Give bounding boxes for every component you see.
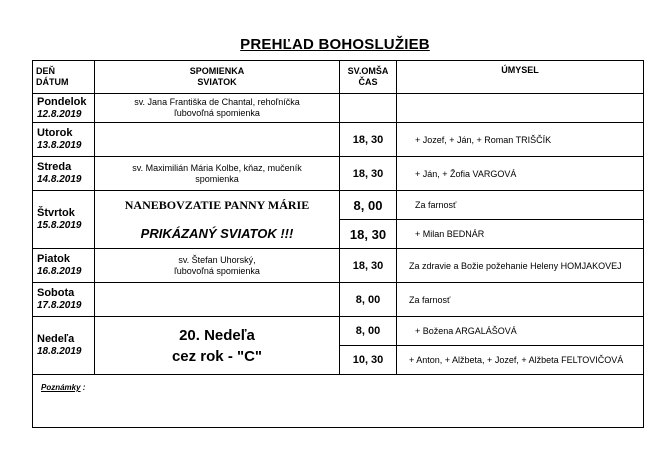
- intent-cell: [397, 94, 644, 123]
- day-cell: [33, 123, 95, 157]
- header-intent: ÚMYSEL: [397, 61, 644, 94]
- memorial-line: ľubovoľná spomienka: [174, 265, 260, 276]
- day-date: 12.8.2019: [37, 108, 82, 120]
- memorial-cell: [95, 123, 340, 157]
- day-date: 14.8.2019: [37, 174, 82, 185]
- sunday-title-cell: [95, 317, 340, 375]
- intent-cell: + Jozef, + Ján, + Roman TRIŠČÍK: [397, 123, 644, 157]
- intent-cell: + Ján, + Žofia VARGOVÁ: [397, 157, 644, 191]
- notes-cell: [33, 375, 644, 428]
- day-cell: [33, 283, 95, 317]
- day-name: Sobota: [37, 287, 75, 299]
- time-cell: 18, 30: [340, 249, 397, 283]
- day-cell: [33, 191, 95, 249]
- intent-cell: Za farnosť: [397, 191, 644, 220]
- intent-cell: + Anton, + Alžbeta, + Jozef, + Alžbeta FELTOVIČOVÁ: [397, 346, 644, 375]
- table-row-saturday: [33, 283, 644, 317]
- table-header-row: [33, 61, 644, 94]
- header-time: ČAS: [358, 77, 378, 87]
- services-table: [32, 60, 644, 428]
- header-memorial: SPOMIENKA: [189, 66, 245, 76]
- day-cell: [33, 317, 95, 375]
- time-cell: 10, 30: [340, 346, 397, 375]
- header-day: DEŇ: [36, 66, 56, 76]
- day-date: 16.8.2019: [37, 266, 82, 277]
- day-cell: [33, 94, 95, 123]
- day-name: Streda: [37, 161, 72, 173]
- intent-cell: Za zdravie a Božie požehanie Heleny HOMJAKOVEJ: [397, 249, 644, 283]
- header-date: DÁTUM: [36, 77, 69, 87]
- time-cell: 8, 00: [340, 191, 397, 220]
- time-cell: 18, 30: [340, 123, 397, 157]
- memorial-line: sv. Štefan Uhorský,: [178, 254, 256, 265]
- time-cell: 8, 00: [340, 283, 397, 317]
- intent-cell: + Milan BEDNÁR: [397, 220, 644, 249]
- day-name: Pondelok: [37, 95, 87, 108]
- memorial-cell: [95, 249, 340, 283]
- memorial-line: sv. Maximilián Mária Kolbe, kňaz, mučeník: [132, 162, 302, 173]
- table-row-thursday: [33, 191, 644, 220]
- day-date: 17.8.2019: [37, 300, 82, 311]
- sunday-title: 20. Nedeľa: [179, 326, 255, 344]
- table-row-sunday: [33, 317, 644, 346]
- day-date: 13.8.2019: [37, 140, 82, 151]
- notes-suffix: :: [80, 383, 86, 392]
- page-title: PREHĽAD BOHOSLUŽIEB: [240, 36, 430, 53]
- feast-title: NANEBOVZATIE PANNY MÁRIE: [95, 191, 340, 220]
- table-row-wednesday: [33, 157, 644, 191]
- day-date: 18.8.2019: [37, 346, 82, 357]
- table-row-monday: [33, 94, 644, 123]
- header-mass: SV.OMŠA: [347, 66, 389, 76]
- day-name: Utorok: [37, 127, 73, 139]
- table-row-friday: [33, 249, 644, 283]
- day-name: Štvrtok: [37, 207, 75, 219]
- time-cell: 8, 00: [340, 317, 397, 346]
- header-day-date: [33, 61, 95, 94]
- memorial-cell: [95, 157, 340, 191]
- time-cell: [340, 94, 397, 123]
- time-cell: 18, 30: [340, 157, 397, 191]
- memorial-cell: [95, 283, 340, 317]
- header-memorial-feast: [95, 61, 340, 94]
- table-row-tuesday: [33, 123, 644, 157]
- day-name: Piatok: [37, 253, 71, 265]
- notes-row: [33, 375, 644, 428]
- memorial-line: sv. Jana Františka de Chantal, rehoľníčka: [134, 97, 300, 107]
- memorial-line: ľubovoľná spomienka: [174, 108, 260, 118]
- day-cell: [33, 249, 95, 283]
- day-cell: [33, 157, 95, 191]
- memorial-line: spomienka: [195, 173, 239, 184]
- table-row-thursday-2: [33, 220, 644, 249]
- time-cell: 18, 30: [340, 220, 397, 249]
- feast-note: PRIKÁZANÝ SVIATOK !!!: [95, 220, 340, 249]
- sunday-subtitle: cez rok - "C": [171, 347, 263, 365]
- day-name: Nedeľa: [37, 333, 75, 345]
- notes-label: Poznámky: [41, 383, 81, 392]
- intent-cell: Za farnosť: [397, 283, 644, 317]
- header-mass-time: [340, 61, 397, 94]
- memorial-cell: [95, 94, 340, 123]
- day-date: 15.8.2019: [37, 220, 82, 231]
- intent-cell: + Božena ARGALÁŠOVÁ: [397, 317, 644, 346]
- header-feast: SVIATOK: [197, 77, 237, 87]
